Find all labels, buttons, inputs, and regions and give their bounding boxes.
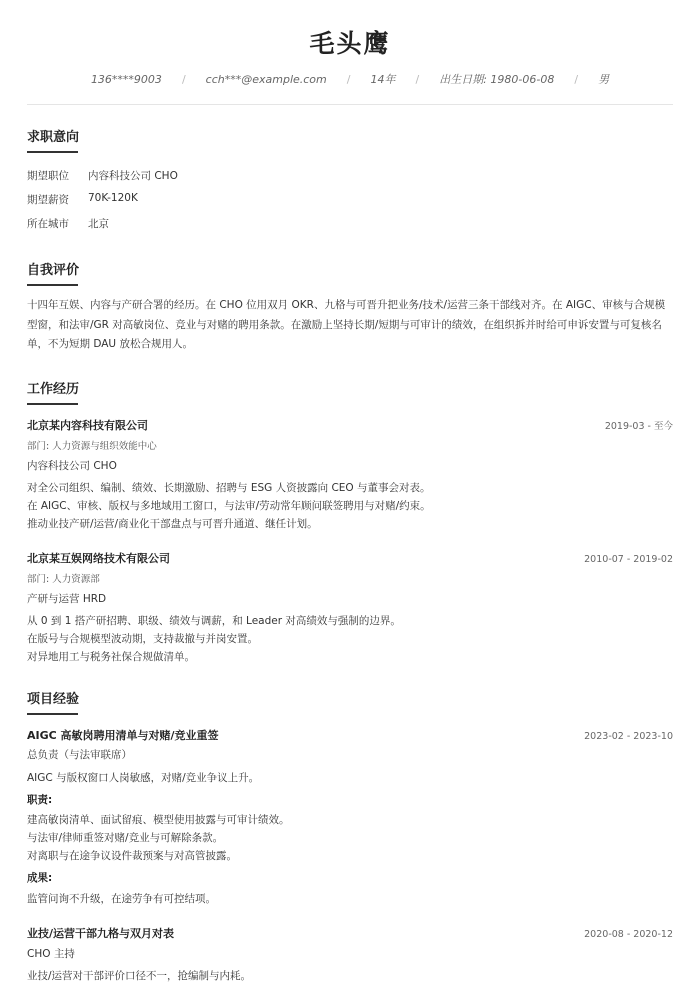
gender: 男	[598, 73, 610, 86]
project-date: 2023-02 - 2023-10	[584, 731, 673, 742]
intent-key: 所在城市	[27, 218, 69, 230]
section-title-intent: 求职意向	[27, 126, 79, 153]
work-entry-header	[27, 417, 673, 433]
divider: /	[574, 72, 579, 86]
company-name: 北京某互娱网络技术有限公司	[27, 552, 170, 565]
work-detail-line: 从 0 到 1 搭产研招聘、职级、绩效与调薪，和 Leader 对高绩效与强制的边界。	[27, 615, 401, 627]
self-eval-text	[27, 296, 675, 355]
intent-key: 期望薪资	[27, 194, 69, 206]
project-role: 总负责（与法审联席）	[27, 749, 132, 761]
intent-key: 期望职位	[27, 170, 69, 182]
email: cch***@example.com	[205, 72, 327, 86]
divider: /	[415, 72, 420, 86]
header-divider	[27, 104, 673, 105]
company-name: 北京某内容科技有限公司	[27, 419, 148, 432]
project-summary: 业技/运营对干部评价口径不一，抢编制与内耗。	[27, 970, 252, 982]
project-date: 2020-08 - 2020-12	[584, 929, 673, 940]
job-title: 内容科技公司 CHO	[27, 460, 117, 472]
result-label: 成果:	[27, 872, 53, 884]
candidate-name: 毛头鹰	[309, 29, 391, 58]
work-date: 2010-07 - 2019-02	[584, 554, 673, 565]
section-title-work: 工作经历	[27, 378, 79, 405]
department: 部门: 人力资源部	[27, 574, 100, 585]
divider: /	[181, 72, 186, 86]
work-entry-header	[27, 550, 673, 566]
work-detail-line: 推动业技产研/运营/商业化干部盘点与可晋升通道、继任计划。	[27, 518, 318, 530]
contact-bar	[0, 71, 700, 87]
duty-line: 与法审/律师重签对赌/竞业与可解除条款。	[27, 832, 224, 844]
intent-value: 内容科技公司 CHO	[88, 170, 178, 182]
birth-date: 出生日期: 1980-06-08	[439, 73, 555, 86]
divider: /	[346, 72, 351, 86]
intent-value: 北京	[88, 218, 109, 230]
years-experience: 14年	[370, 73, 396, 86]
duty-line: 建高敏岗清单、面试留痕、模型使用披露与可审计绩效。	[27, 814, 290, 826]
duty-label: 职责:	[27, 794, 53, 806]
work-date: 2019-03 - 至今	[604, 421, 673, 432]
project-role: CHO 主持	[27, 948, 75, 960]
intent-row	[27, 216, 109, 231]
work-detail-line: 对异地用工与税务社保合规做清单。	[27, 651, 195, 663]
work-detail-line: 对全公司组织、编制、绩效、长期激励、招聘与 ESG 人资披露向 CEO 与董事会对表。	[27, 482, 431, 494]
self-eval-line: 型窗，和法审/GR 对高敏岗位、竞业与对赌的聘用条款。在激励上坚持长期/短期与可审计的绩效，在组织拆并时给可申诉安置与可复核名	[27, 318, 662, 331]
project-summary: AIGC 与版权窗口人岗敏感，对赌/竞业争议上升。	[27, 772, 260, 784]
project-entry-header	[27, 925, 673, 941]
job-title: 产研与运营 HRD	[27, 593, 107, 605]
department: 部门: 人力资源与组织效能中心	[27, 441, 157, 452]
project-name: AIGC 高敏岗聘用清单与对赌/竞业重签	[27, 729, 219, 742]
intent-row	[27, 168, 178, 183]
section-title-projects: 项目经验	[27, 688, 79, 715]
self-eval-line: 单，不为短期 DAU 放松合规用人。	[27, 338, 193, 350]
project-name: 业技/运营干部九格与双月对表	[27, 927, 175, 940]
work-detail-line: 在 AIGC、审核、版权与多地域用工窗口，与法审/劳动常年顾问联签聘用与对赌/约束。	[27, 500, 431, 512]
phone: 136****9003	[90, 72, 162, 86]
section-title-self-eval: 自我评价	[27, 259, 79, 286]
project-entry-header	[27, 727, 673, 743]
intent-row	[27, 192, 138, 207]
duty-line: 对离职与在途争议设件裁预案与对高管披露。	[27, 850, 237, 862]
self-eval-line: 十四年互娱、内容与产研合署的经历。在 CHO 位用双月 OKR、九格与可晋升把业务/技术/运营三条干部线对齐。在 AIGC、审核与合规模	[27, 299, 666, 311]
intent-value: 70K-120K	[88, 192, 138, 204]
work-detail-line: 在版号与合规模型波动期，支持裁撤与并岗安置。	[27, 633, 258, 645]
result-line: 监管问询不升级，在途劳争有可控结项。	[27, 893, 216, 905]
